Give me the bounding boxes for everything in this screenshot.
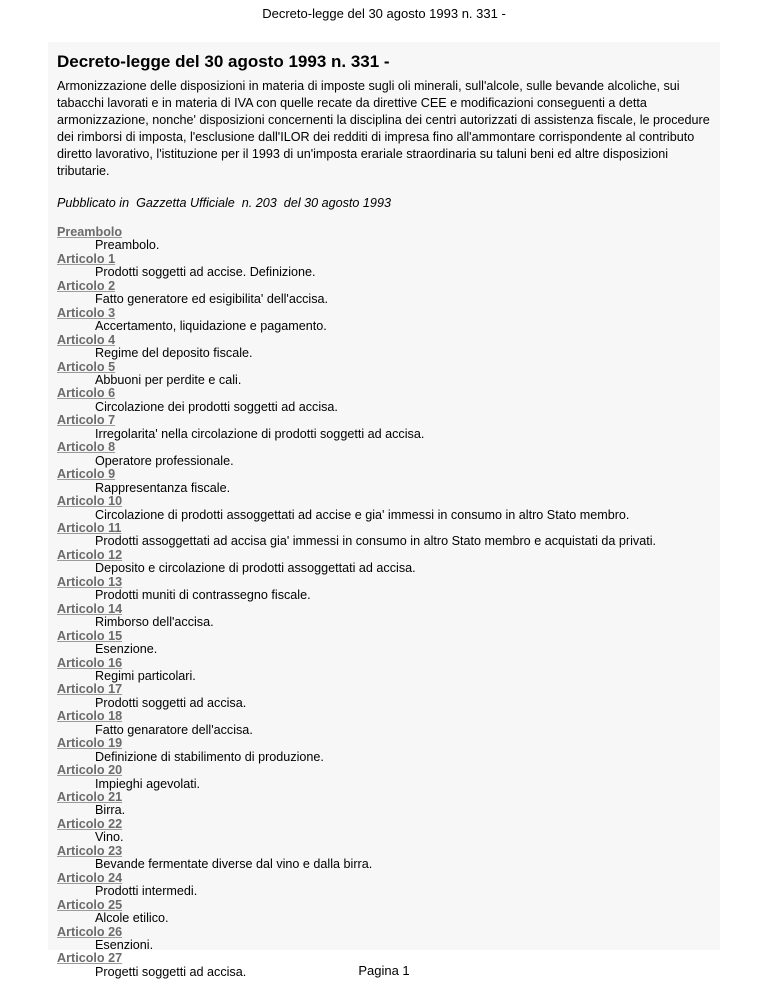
toc-link[interactable]: Articolo 1	[57, 251, 116, 266]
toc-description: Preambolo.	[95, 238, 160, 253]
toc-link[interactable]: Articolo 20	[57, 763, 123, 778]
toc-link[interactable]: Articolo 23	[57, 843, 123, 858]
toc-description: Operatore professionale.	[95, 453, 234, 468]
toc-description: Definizione di stabilimento di produzione.	[95, 749, 324, 764]
toc-description: Regime del deposito fiscale.	[95, 346, 253, 361]
page-number: Pagina 1	[358, 963, 410, 978]
toc-description: Circolazione dei prodotti soggetti ad accisa.	[95, 399, 338, 414]
toc-description: Alcole etilico.	[95, 911, 169, 926]
toc-link[interactable]: Articolo 18	[57, 709, 123, 724]
toc-link[interactable]: Articolo 8	[57, 440, 116, 455]
toc-link[interactable]: Articolo 13	[57, 574, 123, 589]
toc-link[interactable]: Articolo 4	[57, 332, 116, 347]
toc-link[interactable]: Articolo 24	[57, 870, 123, 885]
toc-link[interactable]: Articolo 16	[57, 655, 123, 670]
toc-link[interactable]: Articolo 26	[57, 924, 123, 939]
toc-description: Progetti soggetti ad accisa.	[95, 964, 247, 979]
toc-link[interactable]: Articolo 21	[57, 790, 123, 805]
toc-description: Prodotti intermedi.	[95, 884, 198, 899]
toc-description: Prodotti soggetti ad accisa.	[95, 695, 247, 710]
toc-link[interactable]: Articolo 17	[57, 682, 123, 697]
toc-description: Regimi particolari.	[95, 668, 196, 683]
toc-description: Rappresentanza fiscale.	[95, 480, 231, 495]
toc-link[interactable]: Articolo 7	[57, 413, 116, 428]
toc-description: Bevande fermentate diverse dal vino e dalla birra.	[95, 857, 373, 872]
toc-link[interactable]: Articolo 3	[57, 305, 116, 320]
toc-description: Fatto generatore ed esigibilita' dell'accisa.	[95, 292, 329, 307]
toc-link[interactable]: Articolo 9	[57, 467, 116, 482]
toc-description: Esenzione.	[95, 642, 158, 657]
toc-description: Fatto genaratore dell'accisa.	[95, 722, 253, 737]
toc-description: Prodotti soggetti ad accise. Definizione.	[95, 265, 316, 280]
toc-link[interactable]: Articolo 27	[57, 951, 123, 966]
toc-link[interactable]: Articolo 19	[57, 736, 123, 751]
toc-description: Circolazione di prodotti assoggettati ad accise e gia' immessi in consumo in altro Stato membro.	[95, 507, 630, 522]
toc-description: Accertamento, liquidazione e pagamento.	[95, 319, 327, 334]
toc-description: Rimborso dell'accisa.	[95, 615, 214, 630]
toc-description: Impieghi agevolati.	[95, 776, 201, 791]
toc-link[interactable]: Articolo 11	[57, 520, 122, 535]
toc-link[interactable]: Articolo 2	[57, 278, 116, 293]
document-summary: Armonizzazione delle disposizioni in materia di imposte sugli oli minerali, sull'alcole, sulle bevande alcoliche, sui tabacchi lavorati e in materia di IVA con quelle recate da direttive CEE e modificazioni conseguenti a detta armonizzazione, nonche' disposizioni concernenti la disciplina dei centri autorizzati di assistenza fiscale, le procedure dei rimborsi di imposta, l'esclusione dall'ILOR dei redditi di impresa fino all'ammontare corrispondente al contributo diretto lavorativo, l'istituzione per il 1993 di un'imposta erariale straordinaria su taluni beni ed altre disposizioni tributarie.	[57, 79, 710, 178]
toc-link[interactable]: Preambolo	[57, 225, 123, 239]
toc-link[interactable]: Articolo 15	[57, 628, 123, 643]
toc-link[interactable]: Articolo 25	[57, 897, 123, 912]
toc-description: Abbuoni per perdite e cali.	[95, 372, 242, 387]
toc-link[interactable]: Articolo 10	[57, 494, 123, 509]
toc-description: Irregolarita' nella circolazione di prodotti soggetti ad accisa.	[95, 426, 425, 441]
toc-description: Birra.	[95, 803, 126, 818]
toc-description: Esenzioni.	[95, 938, 154, 953]
toc-description: Deposito e circolazione di prodotti assoggettati ad accisa.	[95, 561, 416, 576]
toc-description: Vino.	[95, 830, 124, 845]
document-title: Decreto-legge del 30 agosto 1993 n. 331 -	[57, 52, 390, 71]
toc-link[interactable]: Articolo 5	[57, 359, 116, 374]
toc-description: Prodotti muniti di contrassegno fiscale.	[95, 588, 311, 603]
table-of-contents	[57, 226, 720, 979]
toc-description: Prodotti assoggettati ad accisa gia' immessi in consumo in altro Stato membro e acquistati da privati.	[95, 534, 656, 549]
toc-link[interactable]: Articolo 6	[57, 386, 116, 401]
toc-link[interactable]: Articolo 12	[57, 547, 123, 562]
toc-link[interactable]: Articolo 22	[57, 816, 123, 831]
page-header: Decreto-legge del 30 agosto 1993 n. 331 -	[262, 6, 506, 21]
publication-info: Pubblicato in Gazzetta Ufficiale n. 203 del 30 agosto 1993	[57, 196, 391, 210]
toc-link[interactable]: Articolo 14	[57, 601, 123, 616]
